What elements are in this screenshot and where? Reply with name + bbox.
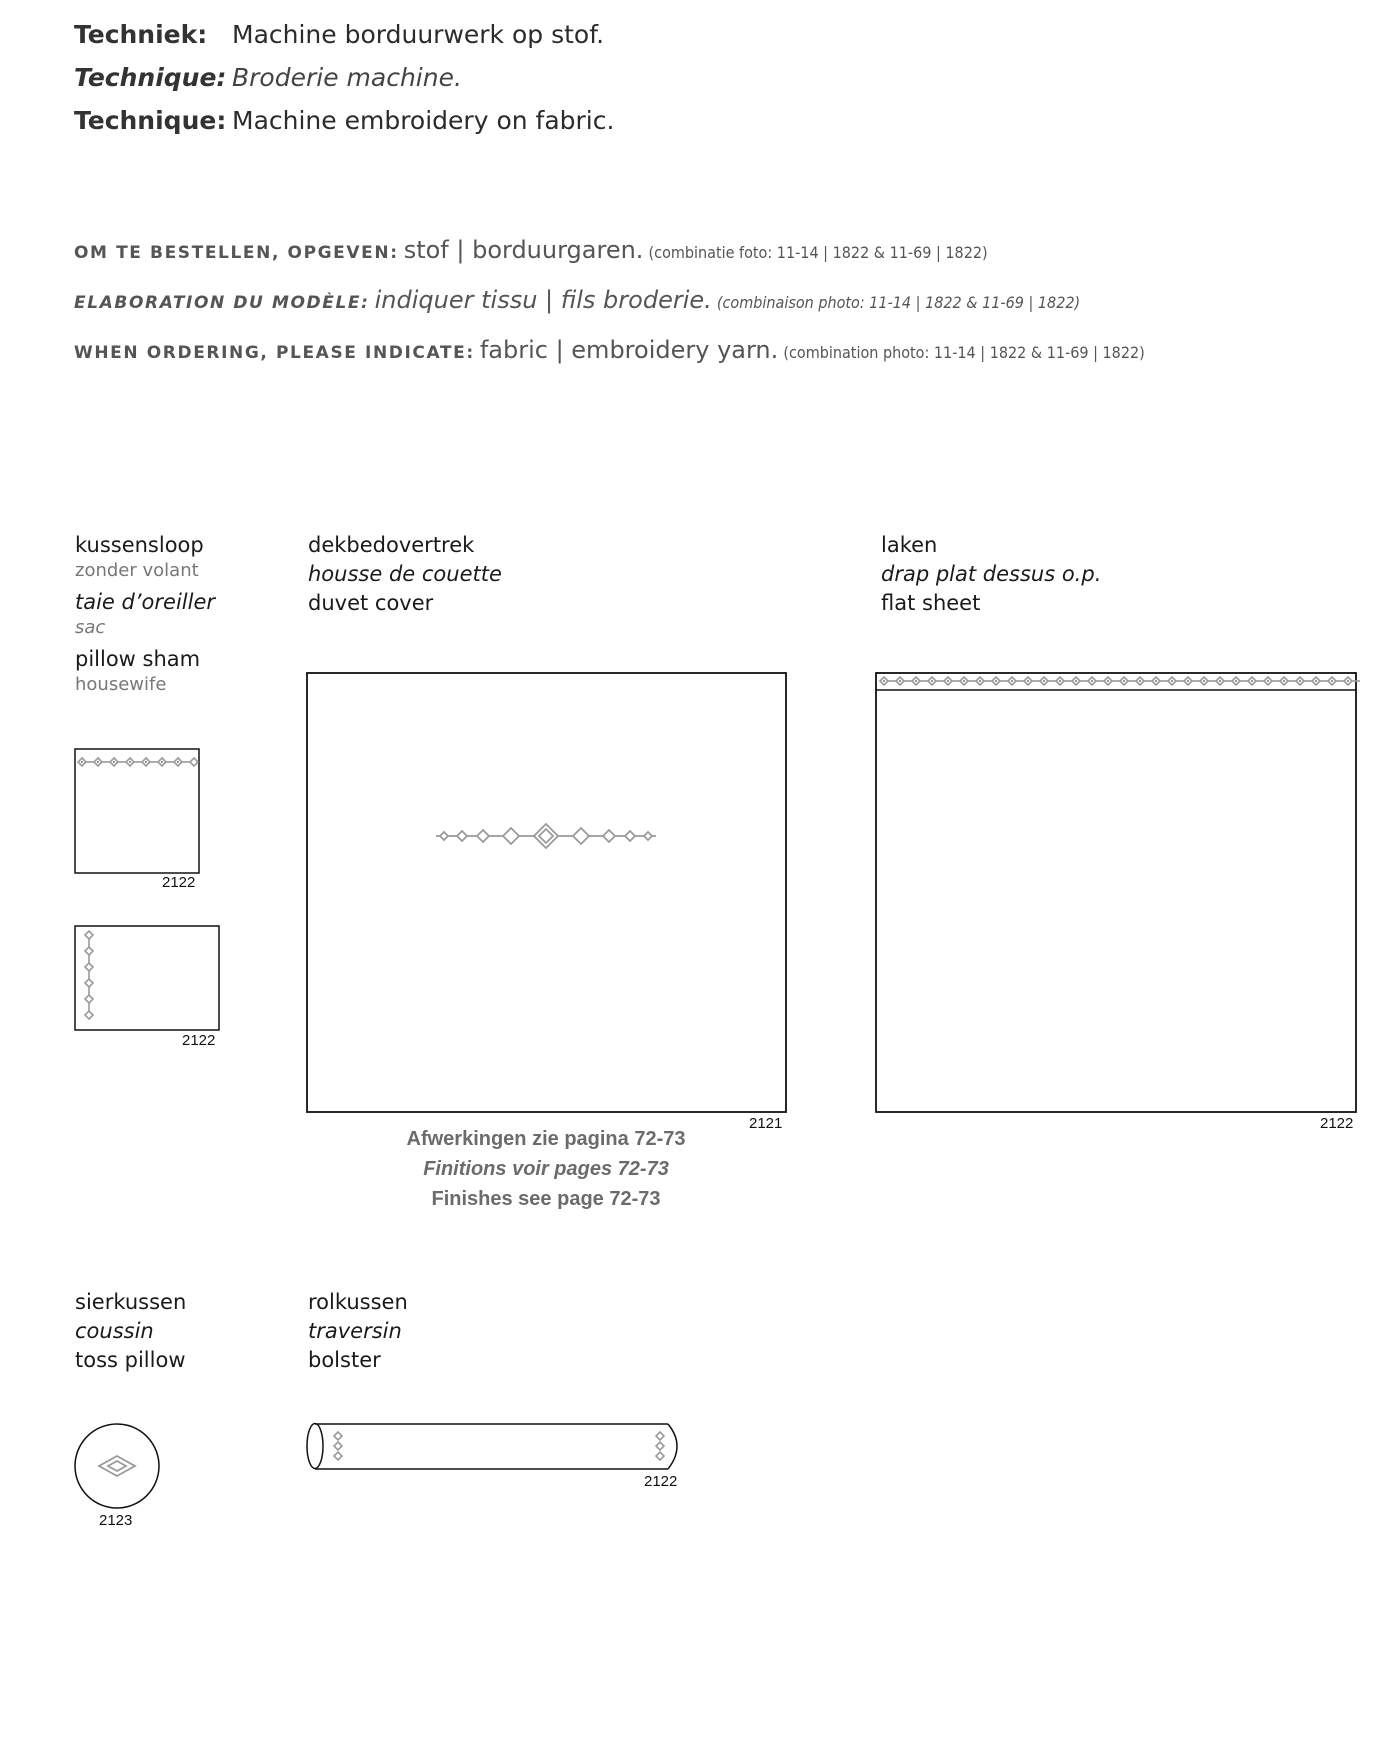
sheet-embroidery-motif — [992, 677, 1008, 685]
pillow-sham-top-embroidery — [78, 758, 198, 766]
duvet-name-en: duvet cover — [308, 591, 434, 615]
ordering-label-nl: OM TE BESTELLEN, OPGEVEN: — [74, 243, 399, 263]
bolster-code: 2122 — [644, 1473, 678, 1490]
duvet-cover-drawing — [307, 673, 786, 1112]
pillow-sham-side-drawing — [75, 926, 219, 1030]
sheet-embroidery-motif — [1120, 677, 1136, 685]
pillow-sham-side-embroidery — [85, 931, 93, 1019]
pillow-sub-fr: sac — [75, 617, 106, 638]
bolster-drawing — [307, 1424, 677, 1470]
toss-pillow-embroidery — [99, 1456, 135, 1476]
sheet-embroidery-motif — [928, 677, 944, 685]
technique-label-fr: Technique: — [74, 63, 227, 92]
technique-label-en: Technique: — [74, 106, 227, 135]
sheet-embroidery-motif — [1040, 677, 1056, 685]
sheet-embroidery-motif — [1216, 677, 1232, 685]
sheet-embroidery-motif — [912, 677, 928, 685]
technique-value-fr: Broderie machine. — [232, 63, 462, 92]
ordering-label-fr: ELABORATION DU MODÈLE: — [74, 293, 370, 313]
sheet-name-en: flat sheet — [881, 591, 981, 615]
sheet-embroidery-motif — [1184, 677, 1200, 685]
finishes-note-fr: Finitions voir pages 72-73 — [423, 1158, 669, 1180]
duvet-name-fr: housse de couette — [308, 562, 502, 586]
pillow-name-en: pillow sham — [75, 647, 201, 671]
ordering-label-en: WHEN ORDERING, PLEASE INDICATE: — [74, 343, 475, 363]
finishes-note-en: Finishes see page 72-73 — [431, 1188, 661, 1210]
technique-label-nl: Techniek: — [74, 20, 208, 49]
sheet-code: 2122 — [1320, 1115, 1354, 1132]
bolster-name-fr: traversin — [308, 1319, 402, 1343]
sheet-embroidery-motif — [880, 677, 896, 685]
toss-name-fr: coussin — [75, 1319, 154, 1343]
sheet-embroidery-motif — [960, 677, 976, 685]
pillow-code-top: 2122 — [162, 874, 196, 891]
sheet-name-fr: drap plat dessus o.p. — [881, 562, 1102, 586]
sheet-embroidery-motif — [1248, 677, 1264, 685]
ordering-note-fr: (combinaison photo: 11-14 | 1822 & 11-69 | 1822) — [716, 293, 1081, 312]
bolster-embroidery — [334, 1432, 664, 1460]
toss-pillow-drawing — [75, 1424, 159, 1508]
sheet-embroidery-motif — [1344, 677, 1360, 685]
sheet-embroidery-motif — [1264, 677, 1280, 685]
flat-sheet-embroidery — [880, 677, 1360, 685]
ordering-value-en: fabric | embroidery yarn. — [479, 336, 779, 364]
sheet-embroidery-motif — [1136, 677, 1152, 685]
pillow-code-bottom: 2122 — [182, 1032, 216, 1049]
ordering-value-fr: indiquer tissu | fils broderie. — [374, 286, 712, 314]
bolster-name-nl: rolkussen — [308, 1290, 408, 1314]
sheet-embroidery-motif — [1088, 677, 1104, 685]
sheet-embroidery-motif — [944, 677, 960, 685]
toss-code: 2123 — [99, 1512, 133, 1529]
pillow-name-nl: kussensloop — [75, 533, 204, 557]
toss-name-nl: sierkussen — [75, 1290, 187, 1314]
sheet-embroidery-motif — [1056, 677, 1072, 685]
sheet-embroidery-motif — [896, 677, 912, 685]
sheet-name-nl: laken — [881, 533, 938, 557]
bolster-name-en: bolster — [308, 1348, 381, 1372]
duvet-cover-embroidery — [436, 824, 656, 848]
duvet-code: 2121 — [749, 1115, 783, 1132]
sheet-embroidery-motif — [1008, 677, 1024, 685]
flat-sheet-drawing — [876, 673, 1356, 1112]
finishes-note-nl: Afwerkingen zie pagina 72-73 — [406, 1128, 686, 1150]
pillow-name-fr: taie d’oreiller — [75, 590, 215, 614]
technique-value-en: Machine embroidery on fabric. — [232, 106, 615, 135]
sheet-embroidery-motif — [1296, 677, 1312, 685]
pillow-sham-top-drawing — [75, 749, 199, 873]
sheet-embroidery-motif — [1024, 677, 1040, 685]
ordering-note-en: (combination photo: 11-14 | 1822 & 11-69 | 1822) — [783, 343, 1145, 362]
sheet-embroidery-motif — [1232, 677, 1248, 685]
duvet-name-nl: dekbedovertrek — [308, 533, 475, 557]
ordering-note-nl: (combinatie foto: 11-14 | 1822 & 11-69 | 1822) — [648, 243, 988, 262]
toss-name-en: toss pillow — [75, 1348, 186, 1372]
sheet-embroidery-motif — [1072, 677, 1088, 685]
sheet-embroidery-motif — [1312, 677, 1328, 685]
technique-value-nl: Machine borduurwerk op stof. — [232, 20, 605, 49]
sheet-embroidery-motif — [1152, 677, 1168, 685]
sheet-embroidery-motif — [976, 677, 992, 685]
ordering-value-nl: stof | borduurgaren. — [403, 236, 644, 264]
pillow-sub-en: housewife — [75, 674, 167, 695]
sheet-embroidery-motif — [1104, 677, 1120, 685]
pillow-sub-nl: zonder volant — [75, 560, 199, 581]
sheet-embroidery-motif — [1168, 677, 1184, 685]
sheet-embroidery-motif — [1200, 677, 1216, 685]
sheet-embroidery-motif — [1328, 677, 1344, 685]
sheet-embroidery-motif — [1280, 677, 1296, 685]
